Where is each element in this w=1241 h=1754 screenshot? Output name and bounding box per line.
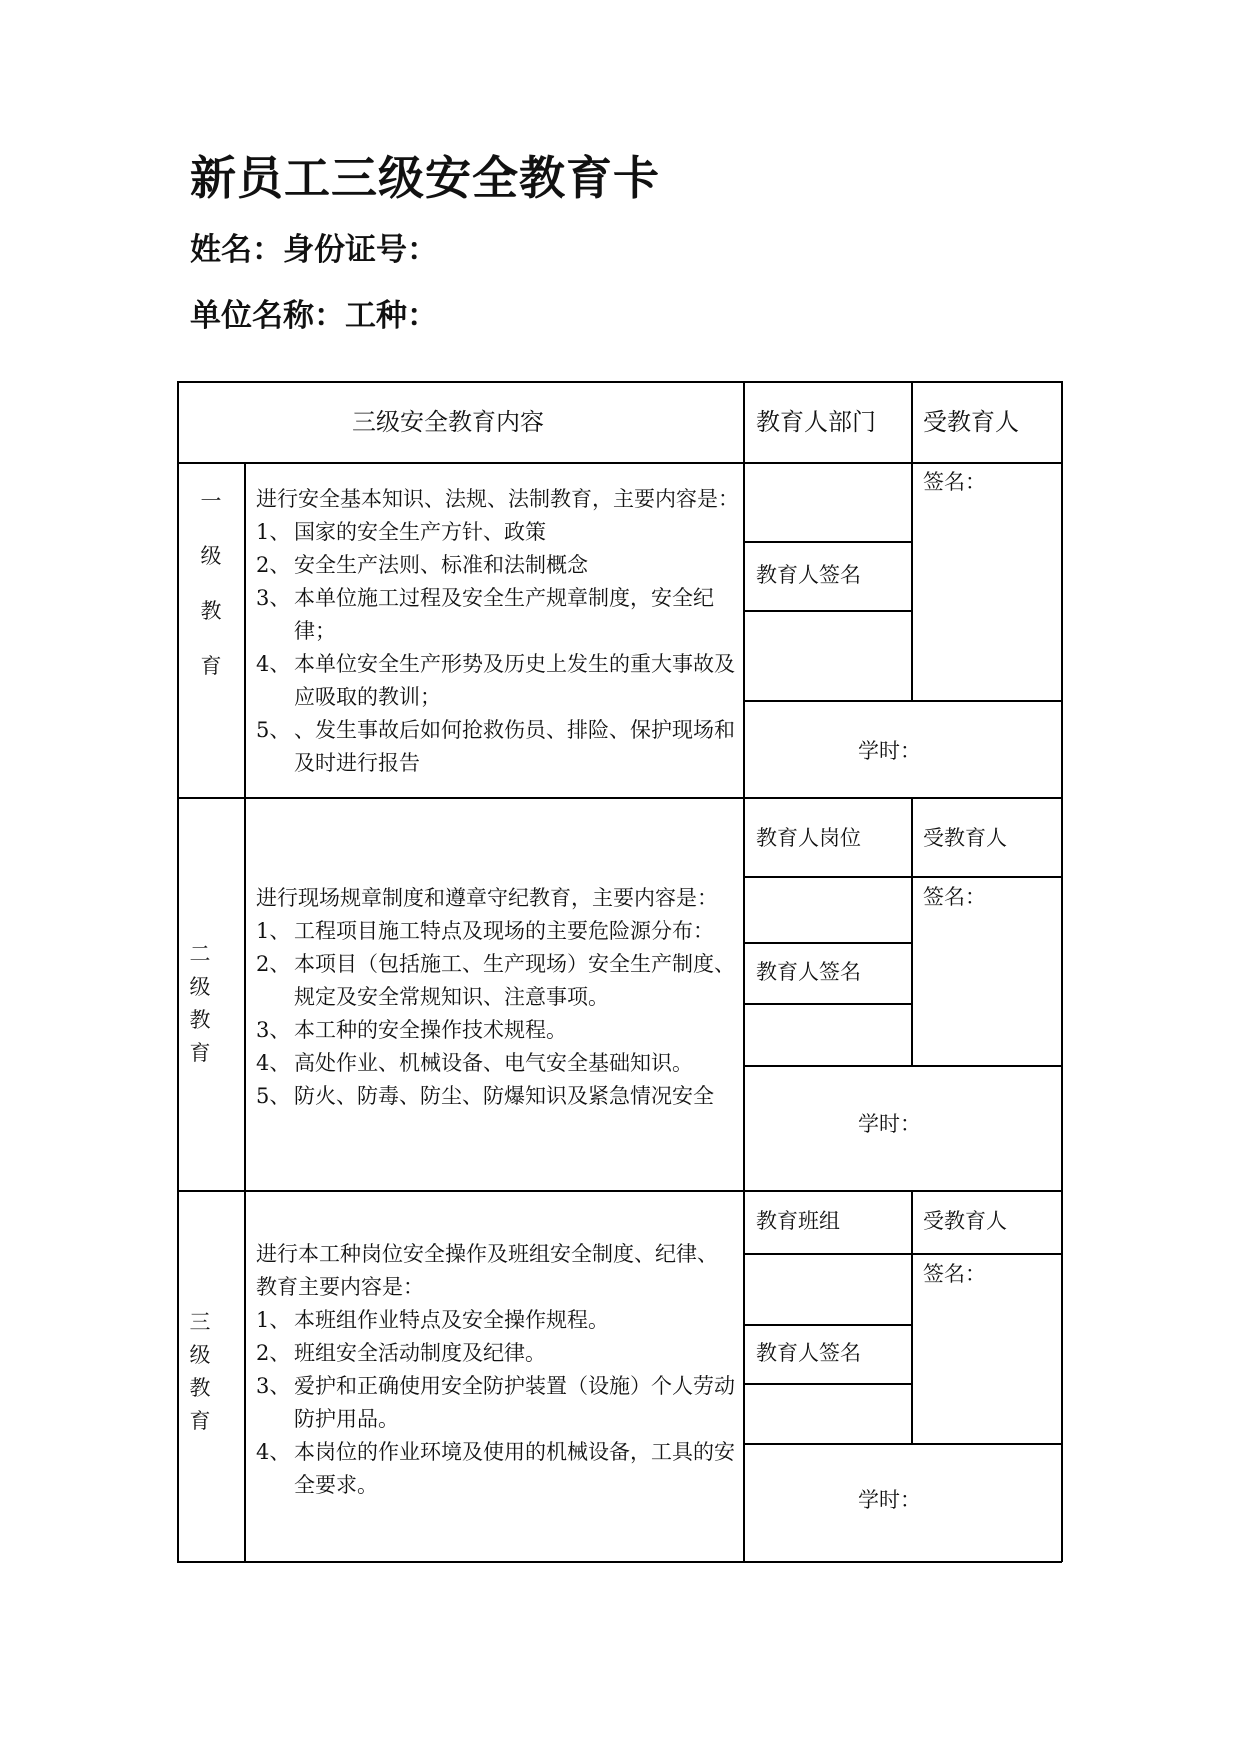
table-border [743,700,1062,702]
table-border [743,1253,1062,1255]
level3-trainee: 受教育人 [923,1209,1007,1233]
list-item: 2、 本项目（包括施工、生产现场）安全生产制度、规定及安全常规知识、注意事项。 [256,952,735,1009]
level1-label-char: 育 [200,654,222,678]
level1-label-char: 一 [200,489,222,513]
list-item: 3、 爱护和正确使用安全防护装置（设施）个人劳动防护用品。 [256,1374,735,1431]
level2-educator-post: 教育人岗位 [756,826,861,850]
list-item: 2、 安全生产法则、标准和法制概念 [256,553,588,577]
list-item: 5、 、发生事故后如何抢救伤员、排险、保护现场和及时进行报告 [256,718,735,775]
level1-intro: 进行安全基本知识、法规、法制教育，主要内容是： [256,487,739,511]
level1-sign-label: 签名： [923,470,986,494]
table-border [743,1003,912,1005]
list-item: 5、 防火、防毒、防尘、防爆知识及紧急情况安全 [256,1084,714,1108]
level3-intro: 进行本工种岗位安全操作及班组安全制度、纪律、教育主要内容是： [256,1242,718,1299]
level2-label [187,938,213,1070]
level3-hours-label: 学时： [858,1488,921,1512]
level2-intro: 进行现场规章制度和遵章守纪教育，主要内容是： [256,886,718,910]
table-border [743,876,1062,878]
table-border [743,1383,912,1385]
level2-educator-signature-label: 教育人签名 [756,960,861,984]
table-border [743,1443,1062,1445]
list-item: 4、 高处作业、机械设备、电气安全基础知识。 [256,1051,693,1075]
level3-label-char: 育 [189,1409,211,1433]
table-border [743,541,912,543]
page-title: 新员工三级安全教育卡 [190,151,660,205]
level2-sign-label: 签名： [923,885,986,909]
level2-label-char: 级 [189,975,211,999]
table-border [177,1190,1062,1192]
header-trainee: 受教育人 [923,408,1019,436]
table-border [177,1561,1062,1563]
level1-label [198,474,224,694]
level2-trainee: 受教育人 [923,826,1007,850]
table-border [743,1065,1062,1067]
list-item: 3、 本单位施工过程及安全生产规章制度，安全纪律； [256,586,714,643]
level2-label-char: 教 [189,1008,211,1032]
name-id-line: 姓名：身份证号： [190,232,438,268]
level3-educator-signature-label: 教育人签名 [756,1341,861,1365]
level3-label-char: 三 [189,1310,211,1334]
level2-label-char: 育 [189,1041,211,1065]
list-item: 2、 班组安全活动制度及纪律。 [256,1341,546,1365]
table-border [743,942,912,944]
level1-educator-signature-label: 教育人签名 [756,563,861,587]
table-border [177,797,1062,799]
table-border [743,610,912,612]
list-item: 1、 工程项目施工特点及现场的主要危险源分布： [256,919,714,943]
table-border [743,1324,912,1326]
level1-label-char: 教 [200,599,222,623]
level1-content [256,483,739,780]
level1-hours-label: 学时： [858,739,921,763]
unit-trade-line: 单位名称：工种： [190,298,438,334]
level3-content [256,1238,736,1502]
level3-label [187,1306,213,1438]
level3-label-char: 级 [189,1343,211,1367]
level3-sign-label: 签名： [923,1262,986,1286]
header-educator-dept: 教育人部门 [756,408,876,436]
list-item: 3、 本工种的安全操作技术规程。 [256,1018,567,1042]
level3-label-char: 教 [189,1376,211,1400]
table-border [177,462,1062,464]
table-border [911,1190,913,1444]
table-border [1061,381,1063,1562]
list-item: 4、 本岗位的作业环境及使用的机械设备，工具的安全要求。 [256,1440,735,1497]
table-border [244,462,246,1562]
level2-content [256,882,736,1113]
table-border [177,381,179,1562]
table-border [743,381,745,1562]
table-border [177,381,1062,383]
level3-educator-team: 教育班组 [756,1209,840,1233]
level2-label-char: 二 [189,942,211,966]
list-item: 1、 国家的安全生产方针、政策 [256,520,546,544]
table-border [911,797,913,1066]
level1-label-char: 级 [200,544,222,568]
list-item: 1、 本班组作业特点及安全操作规程。 [256,1308,609,1332]
level2-hours-label: 学时： [858,1112,921,1136]
list-item: 4、 本单位安全生产形势及历史上发生的重大事故及应吸取的教训； [256,652,735,709]
header-content: 三级安全教育内容 [352,408,544,436]
